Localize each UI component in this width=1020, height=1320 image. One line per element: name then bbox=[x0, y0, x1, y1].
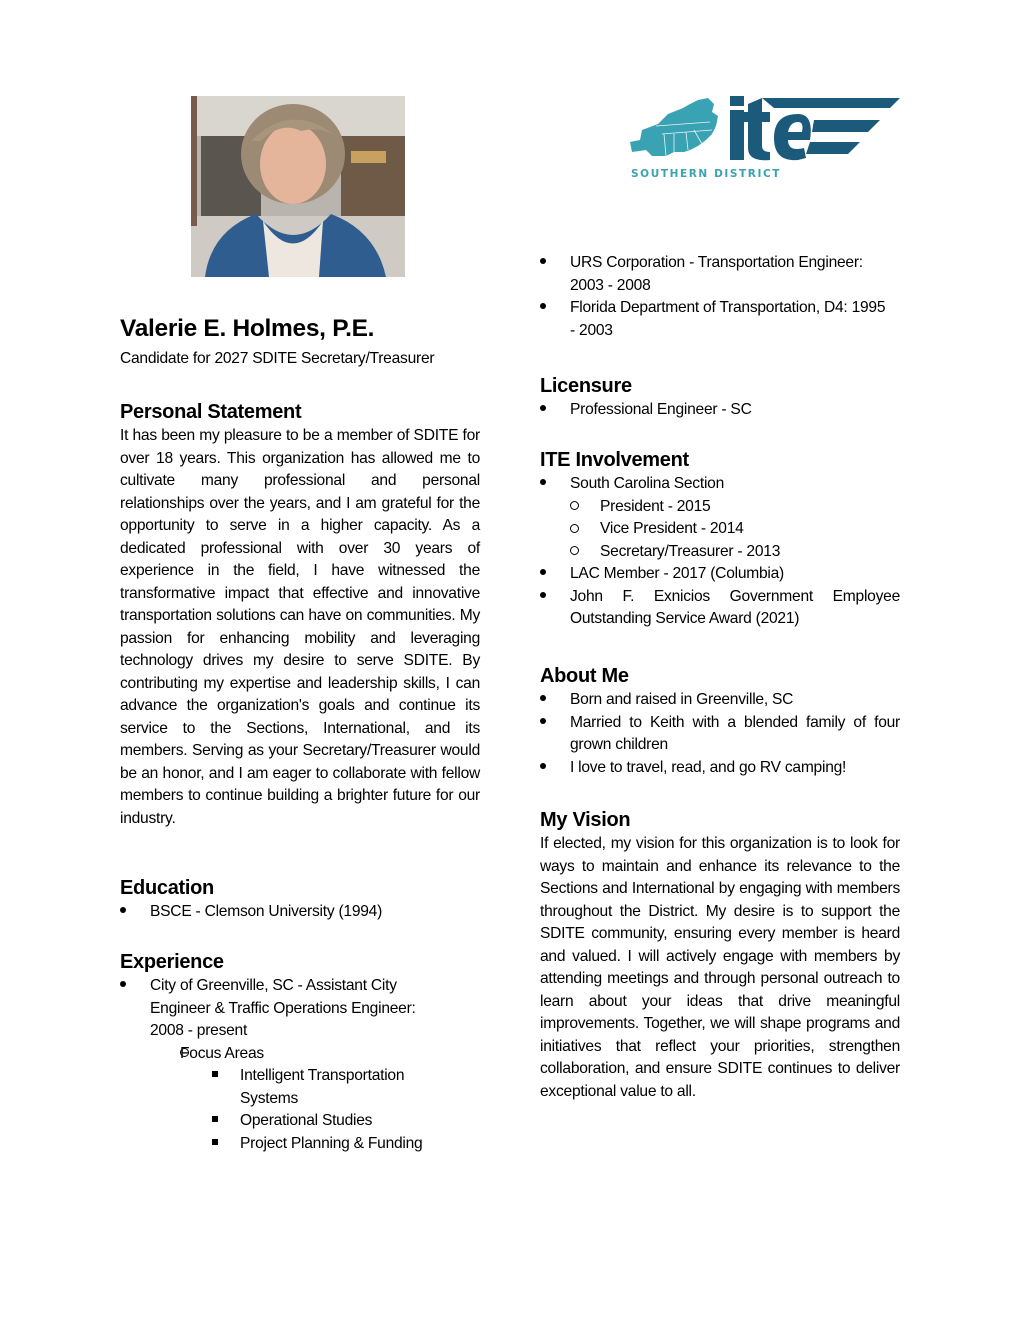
focus-area-item: Operational Studies bbox=[120, 1110, 450, 1133]
bullet-icon bbox=[540, 712, 554, 735]
about-me-item: Married to Keith with a blended family of four grown children bbox=[540, 712, 900, 757]
ite-southern-district-logo bbox=[628, 94, 900, 182]
circle-bullet-icon bbox=[180, 1043, 194, 1066]
licensure-heading: Licensure bbox=[540, 375, 632, 397]
bullet-icon bbox=[540, 252, 554, 275]
education-item: BSCE - Clemson University (1994) bbox=[120, 901, 480, 924]
experience-list bbox=[120, 975, 450, 1155]
ite-involvement-heading: ITE Involvement bbox=[540, 449, 689, 471]
circle-bullet-icon bbox=[570, 541, 584, 564]
bullet-icon bbox=[540, 586, 554, 609]
circle-bullet-icon bbox=[570, 496, 584, 519]
experience-heading: Experience bbox=[120, 951, 224, 973]
personal-statement-section bbox=[120, 399, 480, 830]
licensure-list bbox=[540, 399, 900, 422]
experience-item: URS Corporation - Transportation Engineer: 2003 - 2008 bbox=[540, 252, 900, 297]
bullet-icon bbox=[540, 297, 554, 320]
about-me-section bbox=[540, 663, 900, 779]
ite-involvement-section bbox=[540, 447, 900, 631]
focus-area-item: Intelligent Transportation Systems bbox=[120, 1065, 450, 1110]
square-bullet-icon bbox=[212, 1110, 226, 1133]
education-list bbox=[120, 901, 480, 924]
about-me-item: Born and raised in Greenville, SC bbox=[540, 689, 900, 712]
involvement-subitem: Vice President - 2014 bbox=[540, 518, 900, 541]
experience-item: Florida Department of Transportation, D4: 1995 - 2003 bbox=[540, 297, 900, 342]
involvement-subitem: Secretary/Treasurer - 2013 bbox=[540, 541, 900, 564]
my-vision-body: If elected, my vision for this organization is to look for ways to maintain and enhance its relevance to the Sections and International by engaging with members throughout the District. My desire is to support the SDITE community, ensuring every member is heard and valued. I will actively engage with members by attending meetings and through personal outreach to learn about your ideas that drive meaningful improvements. Together, we will shape programs and initiatives that reflect your priorities, strengthen collaboration, and ensure SDITE continues to deliver exceptional value to all. bbox=[540, 835, 900, 1100]
experience-section bbox=[120, 949, 480, 1155]
focus-area-item: Project Planning & Funding bbox=[120, 1133, 450, 1156]
bullet-icon bbox=[540, 473, 554, 496]
bullet-icon bbox=[120, 901, 134, 924]
about-me-item: I love to travel, read, and go RV camping! bbox=[540, 757, 900, 780]
my-vision-heading: My Vision bbox=[540, 809, 631, 831]
about-me-list bbox=[540, 689, 900, 779]
candidate-header bbox=[120, 314, 480, 371]
bullet-icon bbox=[540, 563, 554, 586]
about-me-heading: About Me bbox=[540, 665, 629, 687]
licensure-item: Professional Engineer - SC bbox=[540, 399, 900, 422]
experience-subitem: Focus Areas bbox=[120, 1043, 450, 1066]
candidate-subtitle: Candidate for 2027 SDITE Secretary/Treasurer bbox=[120, 350, 435, 367]
experience-continued bbox=[540, 252, 900, 342]
education-section bbox=[120, 875, 480, 924]
licensure-section bbox=[540, 373, 900, 422]
experience-list-continued bbox=[540, 252, 900, 342]
bullet-icon bbox=[540, 757, 554, 780]
square-bullet-icon bbox=[212, 1065, 226, 1088]
bullet-icon bbox=[540, 399, 554, 422]
ite-involvement-list bbox=[540, 473, 900, 631]
involvement-item: John F. Exnicios Government Employee Outstanding Service Award (2021) bbox=[540, 586, 900, 631]
involvement-item: LAC Member - 2017 (Columbia) bbox=[540, 563, 900, 586]
candidate-photo bbox=[191, 96, 405, 277]
personal-statement-body: It has been my pleasure to be a member of SDITE for over 18 years. This organization has allowed me to cultivate many professional and personal relationships over the years, and I am grateful for the opportunity to serve in a higher capacity. As a dedicated professional with over 30 years of experience in the field, I have witnessed the transformative impact that effective and innovative transportation solutions can have on communities. My passion for enhancing mobility and leveraging technology drives my desire to serve SDITE. By contributing my expertise and leadership skills, I can advance the organization's goals and continue its service to the Sections, International, and its members. Serving as your Secretary/Treasurer would be an honor, and I am eager to collaborate with fellow members to continue building a brighter future for our industry. bbox=[120, 427, 480, 827]
circle-bullet-icon bbox=[570, 518, 584, 541]
square-bullet-icon bbox=[212, 1133, 226, 1156]
involvement-item: South Carolina Section bbox=[540, 473, 900, 496]
bullet-icon bbox=[540, 689, 554, 712]
svg-text:SOUTHERN DISTRICT: SOUTHERN DISTRICT bbox=[631, 168, 782, 180]
involvement-subitem: President - 2015 bbox=[540, 496, 900, 519]
experience-item: City of Greenville, SC - Assistant City Engineer & Traffic Operations Engineer: 2008 - present bbox=[120, 975, 450, 1043]
candidate-name: Valerie E. Holmes, P.E. bbox=[120, 315, 375, 342]
personal-statement-heading: Personal Statement bbox=[120, 401, 302, 423]
bullet-icon bbox=[120, 975, 134, 998]
my-vision-section bbox=[540, 807, 900, 1103]
education-heading: Education bbox=[120, 877, 214, 899]
